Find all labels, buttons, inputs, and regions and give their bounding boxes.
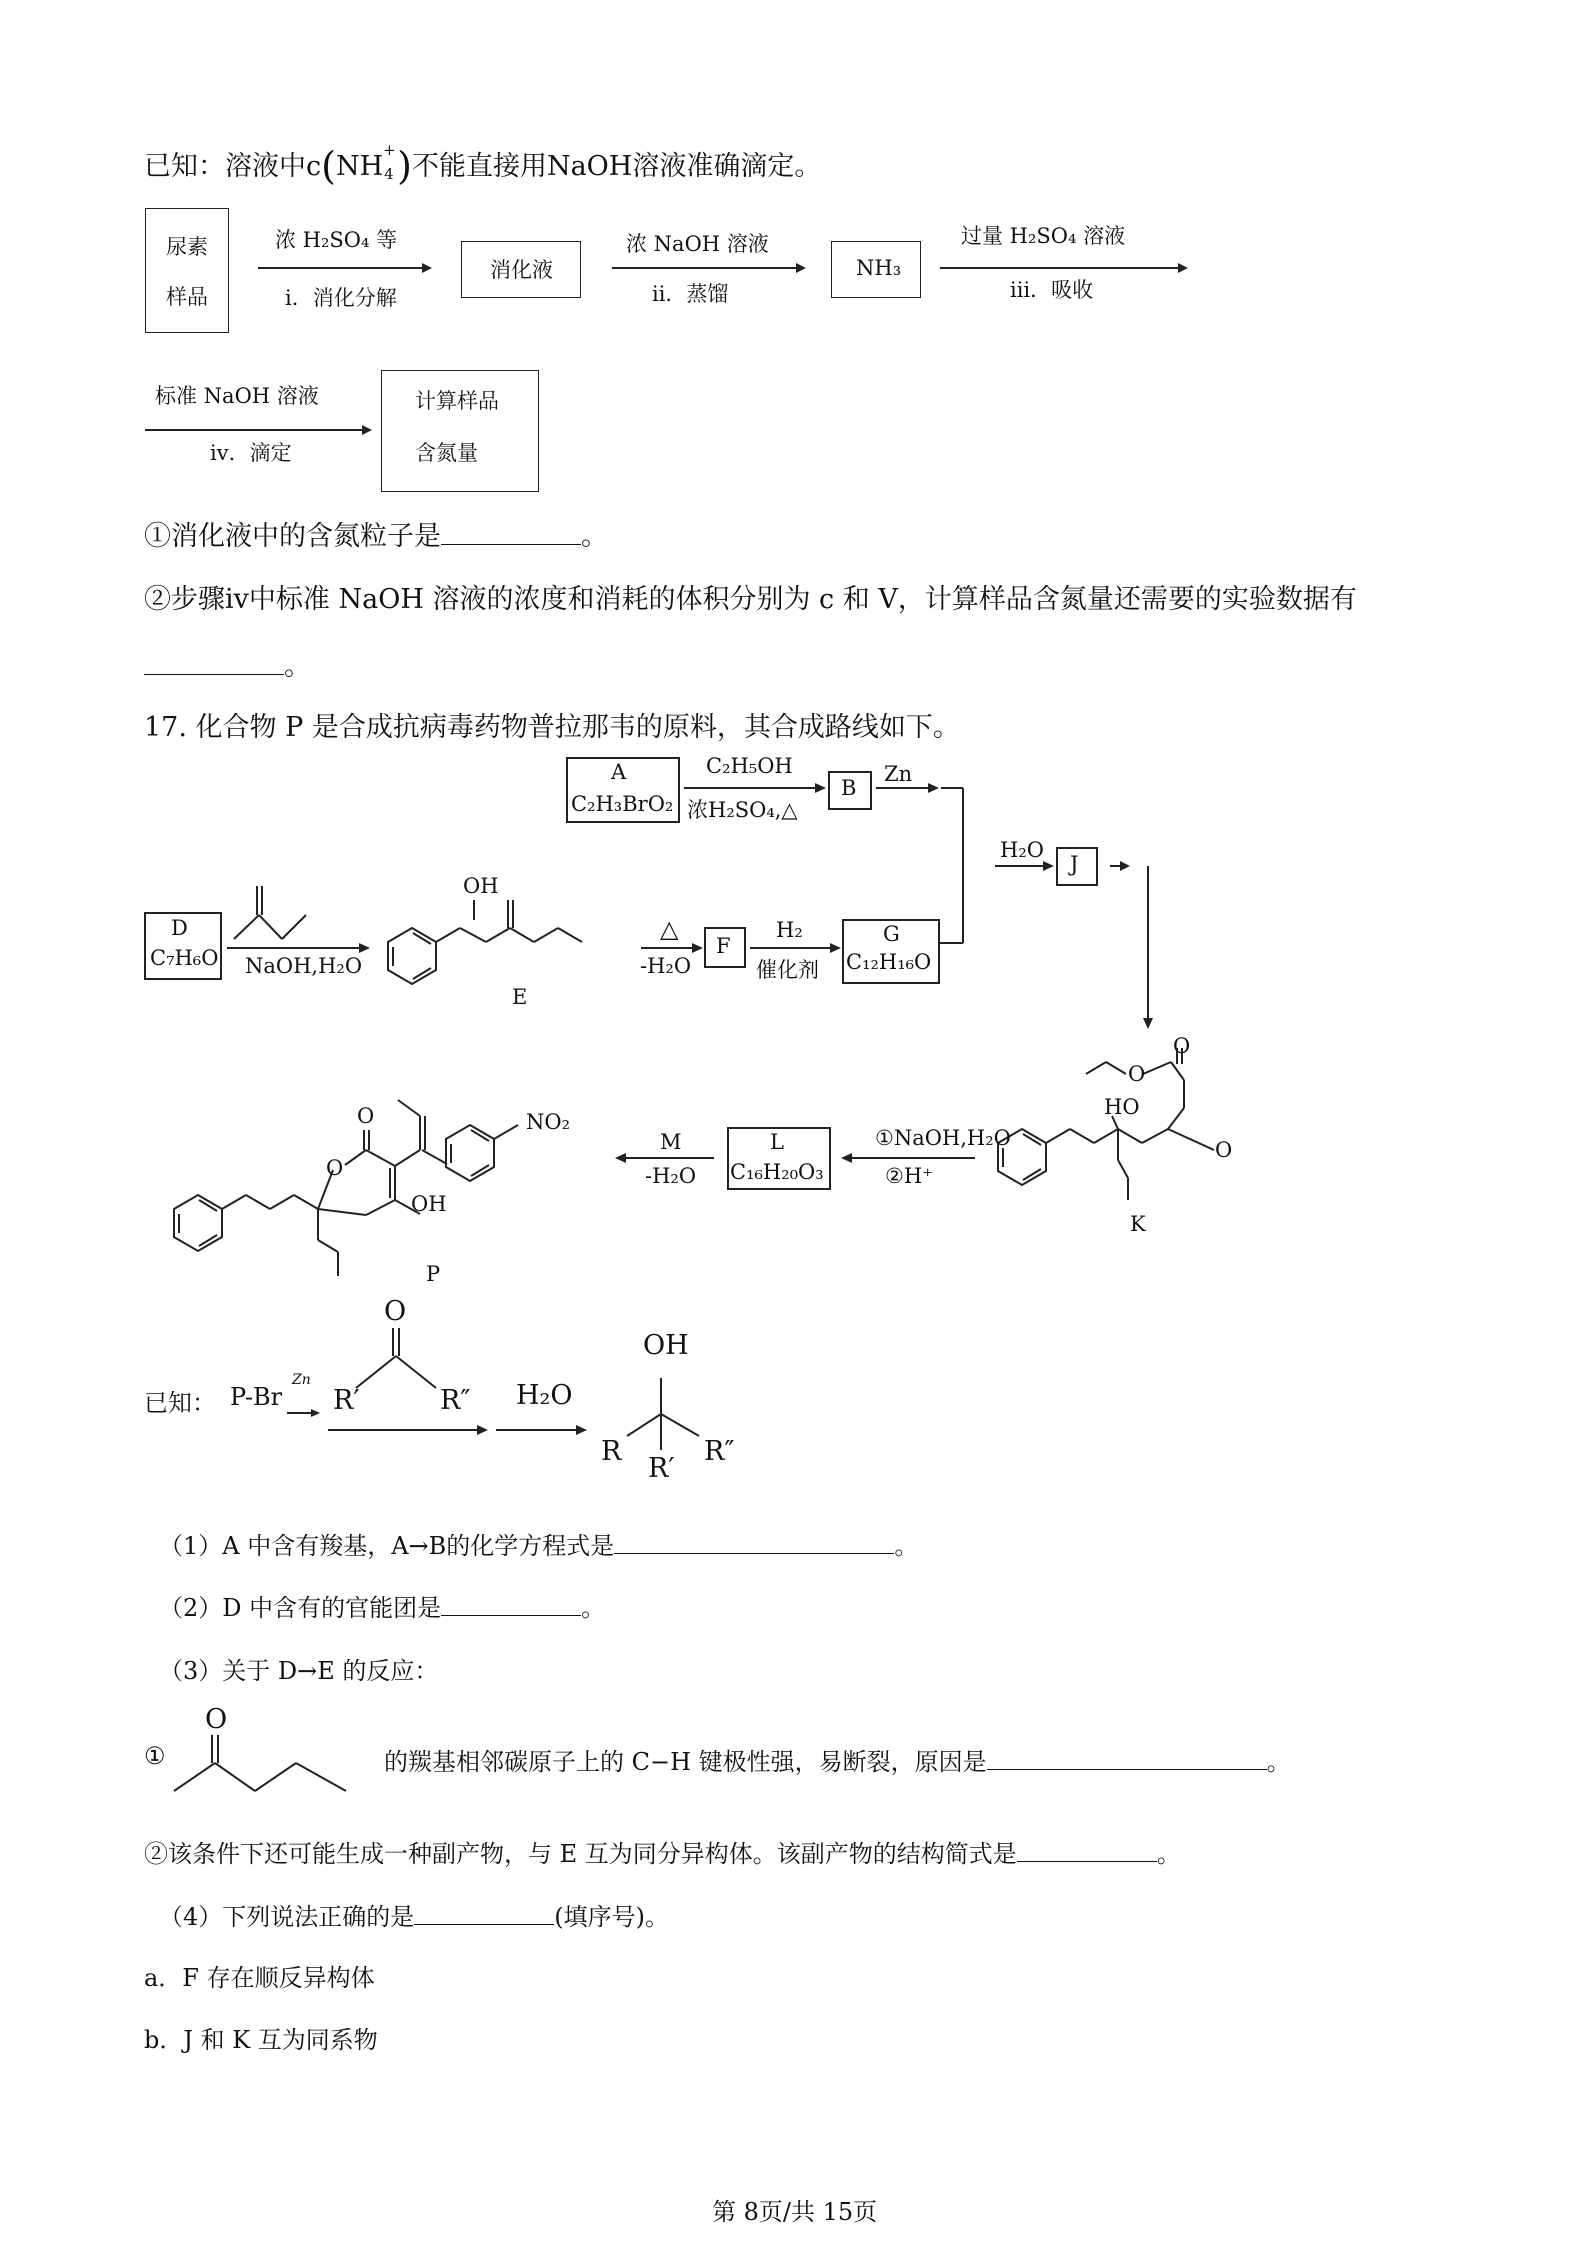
compound-E-label: E (512, 985, 528, 1009)
flow-step2-reagent: 浓 NaOH 溶液 (626, 232, 769, 256)
flow-nh3-label: NH₃ (856, 256, 902, 280)
E-hydroxyl: OH (463, 874, 499, 898)
page-footer: 第 8页/共 15页 (712, 2198, 878, 2226)
period: 。 (894, 1532, 919, 1560)
compound-D-formula: C₇H₆O (150, 946, 219, 970)
flow-step2-label: ⅱ．蒸馏 (652, 282, 729, 306)
period: 。 (581, 1594, 606, 1622)
question-1 (159, 1526, 918, 1561)
known2-r1: R′ (333, 1385, 360, 1416)
known2-product-r: R (601, 1436, 622, 1467)
condition-D-to-E: NaOH,H₂O (245, 954, 363, 978)
question-3-1 (384, 1742, 1291, 1777)
question-1-text: （1）A 中含有羧基，A→B的化学方程式是 (159, 1532, 615, 1560)
period: 。 (1156, 1840, 1181, 1868)
byproduct-E-to-F: -H₂O (640, 954, 692, 978)
byproduct-L-to-P: -H₂O (645, 1164, 697, 1188)
benzene-ring-E (388, 928, 436, 984)
compound-L-label: L (770, 1130, 784, 1154)
K-ester-oxygen: O (1173, 1034, 1191, 1058)
compound-G-label: G (883, 922, 900, 946)
option-b: b．J 和 K 互为同系物 (144, 2026, 378, 2054)
condition-A-to-B: 浓H₂SO₄,△ (687, 798, 798, 822)
question-2-text: （2）D 中含有的官能团是 (159, 1594, 442, 1622)
option-a: a．F 存在顺反异构体 (144, 1964, 375, 1992)
reagent-J: H₂O (1000, 838, 1044, 862)
butanone-oxygen: O (205, 1704, 228, 1735)
P-ring-oxygen: O (326, 1156, 344, 1180)
known2-r2: R″ (440, 1385, 471, 1416)
nitrophenyl-ring (446, 1125, 494, 1181)
conc-symbol: c (306, 151, 322, 182)
known-statement-1: 已知：溶液中c(NH + 4 )不能直接用NaOH溶液准确滴定。 (144, 141, 822, 188)
question-4 (159, 1897, 669, 1932)
question-3-1-number: ① (144, 1742, 166, 1770)
period: 。 (284, 651, 311, 682)
compound-L-formula: C₁₆H₂₀O₃ (730, 1160, 824, 1184)
known2-product-r1: R′ (648, 1453, 675, 1484)
reagent-A-to-B: C₂H₅OH (706, 754, 793, 778)
compound-B-label: B (841, 776, 857, 800)
flow-step1-label: ⅰ．消化分解 (285, 286, 397, 310)
K-ether-oxygen: O (1128, 1062, 1146, 1086)
catalyst-F-to-G: 催化剂 (756, 958, 819, 982)
reagent-K-to-L: ①NaOH,H₂O (875, 1126, 1011, 1150)
known2-pbr: P-Br (230, 1383, 283, 1411)
compound-P-label: P (426, 1262, 441, 1286)
flow-digest-label: 消化液 (490, 258, 553, 282)
answer-blank[interactable] (987, 1747, 1267, 1770)
known2-prefix: 已知： (144, 1389, 216, 1417)
ammonium-subscript: 4 (384, 165, 394, 183)
compound-G-formula: C₁₂H₁₆O (846, 950, 932, 974)
known2-product-r2: R″ (704, 1436, 735, 1467)
condition-E-to-F: △ (660, 915, 679, 943)
question-4-text: （4）下列说法正确的是 (159, 1903, 415, 1931)
known-suffix: 不能直接用NaOH溶液准确滴定。 (411, 151, 822, 182)
question-2 (159, 1588, 605, 1623)
period: 。 (581, 521, 608, 552)
q17-title: 17. 化合物 P 是合成抗病毒药物普拉那韦的原料，其合成路线如下。 (144, 712, 960, 743)
reagent-F-to-G: H₂ (776, 918, 803, 942)
flow-start-line2: 样品 (166, 285, 208, 309)
flow-end-line2: 含氮量 (415, 441, 478, 465)
compound-K-label: K (1130, 1212, 1146, 1236)
flow-step3-reagent: 过量 H₂SO₄ 溶液 (961, 224, 1126, 248)
flow-start-line1: 尿素 (166, 235, 208, 259)
flow-step1-reagent: 浓 H₂SO₄ 等 (275, 228, 398, 252)
compound-F-label: F (716, 934, 731, 958)
question-4-end: (填序号)。 (554, 1903, 670, 1931)
known2-product-oh: OH (643, 1330, 689, 1361)
flow-step4-reagent: 标准 NaOH 溶液 (155, 384, 319, 408)
K-hydroxyl: HO (1104, 1095, 1140, 1119)
compound-D-label: D (171, 916, 188, 940)
benzene-ring-P (174, 1195, 222, 1251)
period: 。 (1266, 1748, 1291, 1776)
answer-blank[interactable] (1017, 1839, 1157, 1862)
reagent-L-to-P: M (660, 1130, 682, 1154)
question-3: （3）关于 D→E 的反应： (159, 1657, 439, 1685)
answer-blank[interactable] (614, 1531, 894, 1554)
P-keto-oxygen: O (357, 1104, 375, 1128)
q16-part2: ②步骤ⅳ中标准 NaOH 溶液的浓度和消耗的体积分别为 c 和 V，计算样品含氮量还需要的实验数据有 (144, 584, 1357, 615)
known2-zn: Zn (292, 1372, 311, 1388)
compound-A-formula: C₂H₃BrO₂ (571, 792, 674, 816)
q16-part1-text: ①消化液中的含氮粒子是 (144, 521, 441, 552)
answer-blank[interactable] (441, 1593, 581, 1616)
compound-A-label: A (611, 760, 627, 784)
flow-step4-label: ⅳ．滴定 (210, 441, 292, 465)
K-keto-oxygen: O (1215, 1138, 1233, 1162)
ammonium-charge: + (383, 141, 396, 159)
flow-step3-label: ⅲ．吸收 (1010, 278, 1094, 302)
answer-blank[interactable] (414, 1902, 554, 1925)
question-3-1-text: 的羰基相邻碳原子上的 C−H 键极性强，易断裂，原因是 (384, 1748, 987, 1776)
question-3-2 (144, 1834, 1181, 1869)
known2-water: H₂O (516, 1380, 573, 1411)
P-nitro-group: NO₂ (526, 1110, 571, 1134)
compound-J-label: J (1070, 852, 1079, 876)
known2-carbonyl-o: O (384, 1296, 407, 1327)
flow-end-line1: 计算样品 (415, 389, 499, 413)
question-3-2-text: ②该条件下还可能生成一种副产物，与 E 互为同分异构体。该副产物的结构简式是 (144, 1840, 1017, 1868)
ammonium-formula: NH (335, 151, 384, 182)
acid-K-to-L: ②H⁺ (885, 1164, 934, 1188)
P-hydroxyl: OH (411, 1192, 447, 1216)
known-prefix: 已知：溶液中 (144, 151, 306, 182)
reagent-B: Zn (884, 762, 913, 786)
